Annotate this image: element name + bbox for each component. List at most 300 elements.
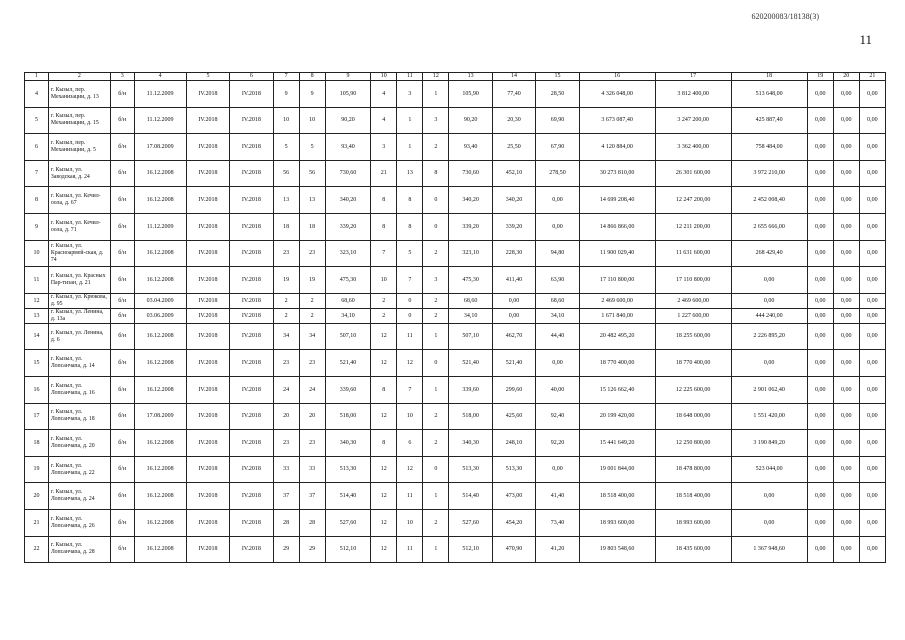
column-header: 19: [807, 73, 833, 81]
table-cell: 24: [273, 376, 299, 403]
table-cell: 17 110 800,00: [579, 267, 655, 294]
table-cell: 0: [423, 187, 449, 214]
address-cell: г. Кызыл, ул. Лопсанчапа, д. 24: [48, 483, 110, 510]
table-cell: 4: [371, 107, 397, 134]
table-cell: 12 247 200,00: [655, 187, 731, 214]
table-cell: 16.12.2008: [134, 430, 186, 457]
table-cell: 1 227 600,00: [655, 308, 731, 323]
table-cell: 8: [397, 187, 423, 214]
table-cell: 1: [423, 376, 449, 403]
table-cell: 0,00: [536, 350, 579, 377]
address-cell: г. Кызыл, ул. Ленина, д. 6: [48, 323, 110, 350]
table-cell: IV.2018: [230, 456, 273, 483]
table-cell: 1: [397, 107, 423, 134]
address-cell: г. Кызыл, ул. Лопсанчапа, д. 18: [48, 403, 110, 430]
table-cell: 5: [25, 107, 49, 134]
table-cell: 340,20: [325, 187, 371, 214]
table-cell: 299,60: [492, 376, 535, 403]
table-cell: б/н: [110, 403, 134, 430]
table-cell: 18: [273, 213, 299, 240]
table-cell: 9: [299, 81, 325, 108]
column-header: 3: [110, 73, 134, 81]
table-cell: 3 247 200,00: [655, 107, 731, 134]
address-cell: г. Кызыл, ул. Лопсанчапа, д. 28: [48, 536, 110, 563]
table-cell: 33: [273, 456, 299, 483]
table-cell: 228,30: [492, 240, 535, 267]
table-cell: б/н: [110, 509, 134, 536]
table-cell: 11 900 029,40: [579, 240, 655, 267]
table-cell: 16.12.2008: [134, 536, 186, 563]
table-cell: 2: [273, 308, 299, 323]
table-cell: 93,40: [449, 134, 492, 161]
table-cell: 28: [299, 509, 325, 536]
table-row: [25, 509, 886, 536]
table-cell: 23: [299, 430, 325, 457]
table-cell: 514,40: [449, 483, 492, 510]
table-body: [25, 81, 886, 563]
table-cell: 2: [423, 509, 449, 536]
table-cell: 0,00: [833, 456, 859, 483]
table-cell: 3: [423, 107, 449, 134]
table-cell: IV.2018: [186, 267, 229, 294]
table-cell: 0,00: [807, 213, 833, 240]
table-cell: б/н: [110, 308, 134, 323]
table-cell: 454,20: [492, 509, 535, 536]
table-cell: 19: [25, 456, 49, 483]
table-cell: 518,00: [325, 403, 371, 430]
table-cell: 03.06.2009: [134, 308, 186, 323]
table-cell: 425 887,40: [731, 107, 807, 134]
table-cell: 0,00: [807, 134, 833, 161]
table-cell: 2: [423, 308, 449, 323]
table-cell: 730,60: [325, 160, 371, 187]
data-table-container: [24, 72, 886, 563]
table-cell: 0,00: [859, 240, 885, 267]
table-cell: 16: [25, 376, 49, 403]
table-cell: 0,00: [859, 509, 885, 536]
table-cell: 7: [397, 376, 423, 403]
table-cell: 0,00: [833, 308, 859, 323]
table-cell: 14 699 208,40: [579, 187, 655, 214]
table-cell: IV.2018: [186, 350, 229, 377]
table-cell: 18 518 400,00: [579, 483, 655, 510]
table-cell: 444 240,00: [731, 308, 807, 323]
table-cell: 0,00: [807, 509, 833, 536]
table-cell: 18 478 800,00: [655, 456, 731, 483]
table-cell: 34: [273, 323, 299, 350]
table-cell: 513,30: [325, 456, 371, 483]
table-cell: 470,90: [492, 536, 535, 563]
table-cell: б/н: [110, 536, 134, 563]
table-cell: б/н: [110, 350, 134, 377]
table-cell: 518,00: [449, 403, 492, 430]
table-cell: IV.2018: [230, 267, 273, 294]
table-cell: 4 326 048,00: [579, 81, 655, 108]
table-cell: 0,00: [859, 134, 885, 161]
table-cell: б/н: [110, 293, 134, 308]
table-cell: 68,60: [325, 293, 371, 308]
table-cell: 0,00: [859, 293, 885, 308]
table-cell: 8: [25, 187, 49, 214]
table-cell: 18 993 600,00: [579, 509, 655, 536]
table-cell: 17: [25, 403, 49, 430]
table-cell: 2 655 666,00: [731, 213, 807, 240]
table-row: [25, 293, 886, 308]
table-cell: 3: [423, 267, 449, 294]
table-cell: 475,30: [325, 267, 371, 294]
table-cell: 12: [397, 350, 423, 377]
table-cell: 0,00: [833, 213, 859, 240]
column-header: 12: [423, 73, 449, 81]
table-cell: IV.2018: [186, 483, 229, 510]
table-cell: 2 901 062,40: [731, 376, 807, 403]
table-cell: 0,00: [833, 323, 859, 350]
table-cell: 12: [371, 323, 397, 350]
table-cell: 0,00: [807, 456, 833, 483]
table-cell: 34,10: [449, 308, 492, 323]
table-cell: 0,00: [859, 187, 885, 214]
table-cell: 69,90: [536, 107, 579, 134]
table-cell: 1 367 948,60: [731, 536, 807, 563]
table-cell: 73,40: [536, 509, 579, 536]
table-cell: 340,30: [325, 430, 371, 457]
table-cell: 25,50: [492, 134, 535, 161]
table-cell: 19: [273, 267, 299, 294]
table-cell: 67,90: [536, 134, 579, 161]
table-cell: 11: [25, 267, 49, 294]
table-cell: 22: [25, 536, 49, 563]
table-cell: 0,00: [807, 536, 833, 563]
table-cell: 12: [371, 509, 397, 536]
table-cell: 6: [25, 134, 49, 161]
table-cell: б/н: [110, 240, 134, 267]
table-cell: 11.12.2009: [134, 107, 186, 134]
table-cell: б/н: [110, 456, 134, 483]
table-cell: 473,00: [492, 483, 535, 510]
address-cell: г. Кызыл, ул. Красных Пар-тизан, д. 21: [48, 267, 110, 294]
address-cell: г. Кызыл, ул. Кечил-оола, д. 71: [48, 213, 110, 240]
table-cell: 10: [397, 509, 423, 536]
address-cell: г. Кызыл, ул. Лопсанчапа, д. 20: [48, 430, 110, 457]
table-cell: 1: [397, 134, 423, 161]
table-cell: 03.04.2009: [134, 293, 186, 308]
table-cell: 0: [423, 456, 449, 483]
table-cell: 0,00: [807, 376, 833, 403]
table-row: [25, 134, 886, 161]
table-cell: IV.2018: [230, 308, 273, 323]
table-cell: 12: [371, 483, 397, 510]
table-cell: 34,10: [325, 308, 371, 323]
table-cell: 514,40: [325, 483, 371, 510]
table-cell: 0,00: [833, 403, 859, 430]
table-cell: 1 551 420,00: [731, 403, 807, 430]
data-table: [24, 72, 886, 563]
table-cell: 0,00: [833, 376, 859, 403]
column-header: 13: [449, 73, 492, 81]
table-row: [25, 483, 886, 510]
table-cell: 730,60: [449, 160, 492, 187]
table-cell: 0,00: [833, 430, 859, 457]
table-cell: 0,00: [807, 308, 833, 323]
table-cell: 23: [273, 240, 299, 267]
table-cell: 12 225 600,00: [655, 376, 731, 403]
table-cell: 12 211 200,00: [655, 213, 731, 240]
column-header: 16: [579, 73, 655, 81]
table-cell: 4: [25, 81, 49, 108]
table-cell: 0,00: [807, 107, 833, 134]
column-header: 18: [731, 73, 807, 81]
table-cell: 0,00: [859, 81, 885, 108]
table-cell: 0,00: [833, 536, 859, 563]
table-cell: 340,20: [492, 187, 535, 214]
address-cell: г. Кызыл, ул. Ленина, д. 13а: [48, 308, 110, 323]
table-cell: 513 648,00: [731, 81, 807, 108]
table-cell: 0,00: [536, 213, 579, 240]
table-row: [25, 536, 886, 563]
table-cell: 41,20: [536, 536, 579, 563]
address-cell: г. Кызыл, ул. Кечил-оола, д. 67: [48, 187, 110, 214]
table-cell: 20 482 495,20: [579, 323, 655, 350]
table-cell: 339,60: [325, 376, 371, 403]
table-cell: 507,10: [325, 323, 371, 350]
table-cell: IV.2018: [230, 134, 273, 161]
table-cell: 20: [299, 403, 325, 430]
table-cell: 12 250 800,00: [655, 430, 731, 457]
table-cell: 2: [273, 293, 299, 308]
table-cell: 18 648 000,00: [655, 403, 731, 430]
table-cell: 6: [397, 430, 423, 457]
column-header: 21: [859, 73, 885, 81]
table-cell: 37: [299, 483, 325, 510]
table-row: [25, 187, 886, 214]
table-cell: 0,00: [731, 293, 807, 308]
table-cell: IV.2018: [186, 509, 229, 536]
table-cell: IV.2018: [230, 376, 273, 403]
table-cell: 0,00: [859, 483, 885, 510]
table-cell: 8: [371, 187, 397, 214]
column-header: 1: [25, 73, 49, 81]
table-cell: 0,00: [807, 160, 833, 187]
table-cell: 475,30: [449, 267, 492, 294]
table-cell: IV.2018: [230, 293, 273, 308]
table-cell: 3: [371, 134, 397, 161]
table-cell: 278,50: [536, 160, 579, 187]
table-cell: 9: [25, 213, 49, 240]
column-header: 10: [371, 73, 397, 81]
table-cell: 16.12.2008: [134, 509, 186, 536]
table-cell: 18 770 400,00: [655, 350, 731, 377]
column-header: 2: [48, 73, 110, 81]
table-cell: 0,00: [833, 350, 859, 377]
table-cell: 19: [299, 267, 325, 294]
table-row: [25, 376, 886, 403]
table-cell: 2: [423, 134, 449, 161]
address-cell: г. Кызыл, пер. Механизации, д. 13: [48, 81, 110, 108]
table-cell: 527,60: [325, 509, 371, 536]
table-cell: 10: [299, 107, 325, 134]
table-cell: 3: [397, 81, 423, 108]
table-cell: IV.2018: [186, 376, 229, 403]
table-cell: 1: [423, 483, 449, 510]
table-cell: 90,20: [325, 107, 371, 134]
table-cell: 15: [25, 350, 49, 377]
table-cell: 18 770 400,00: [579, 350, 655, 377]
table-cell: IV.2018: [186, 81, 229, 108]
table-cell: 8: [397, 213, 423, 240]
table-cell: 5: [273, 134, 299, 161]
table-cell: 44,40: [536, 323, 579, 350]
column-header: 11: [397, 73, 423, 81]
table-cell: 340,20: [449, 187, 492, 214]
table-cell: 28,50: [536, 81, 579, 108]
table-cell: 93,40: [325, 134, 371, 161]
column-header: 7: [273, 73, 299, 81]
table-cell: 18: [299, 213, 325, 240]
column-header: 5: [186, 73, 229, 81]
table-row: [25, 160, 886, 187]
table-cell: 19 803 548,60: [579, 536, 655, 563]
table-cell: 0,00: [807, 267, 833, 294]
document-code: 620200083/18138(3): [751, 12, 819, 21]
table-cell: 10: [397, 403, 423, 430]
table-cell: 90,20: [449, 107, 492, 134]
address-cell: г. Кызыл, ул. Лопсанчапа, д. 14: [48, 350, 110, 377]
table-cell: 34: [299, 323, 325, 350]
table-cell: IV.2018: [230, 350, 273, 377]
table-cell: 11.12.2009: [134, 213, 186, 240]
table-cell: 2: [423, 293, 449, 308]
table-cell: 2: [423, 430, 449, 457]
table-cell: IV.2018: [186, 430, 229, 457]
address-cell: г. Кызыл, пер. Механизации, д. 5: [48, 134, 110, 161]
table-row: [25, 430, 886, 457]
table-cell: IV.2018: [230, 536, 273, 563]
table-cell: 0,00: [807, 350, 833, 377]
table-cell: IV.2018: [230, 107, 273, 134]
table-cell: 28: [273, 509, 299, 536]
table-cell: 0,00: [492, 308, 535, 323]
table-cell: 7: [371, 240, 397, 267]
table-cell: 0,00: [536, 456, 579, 483]
table-cell: 8: [423, 160, 449, 187]
table-cell: IV.2018: [186, 456, 229, 483]
table-cell: 0,00: [731, 350, 807, 377]
table-row: [25, 323, 886, 350]
table-cell: 11.12.2009: [134, 81, 186, 108]
table-cell: 0,00: [807, 403, 833, 430]
table-cell: 105,90: [449, 81, 492, 108]
table-cell: 3 972 210,00: [731, 160, 807, 187]
table-cell: 0,00: [859, 376, 885, 403]
table-cell: 0,00: [859, 107, 885, 134]
table-row: [25, 213, 886, 240]
table-cell: 323,10: [449, 240, 492, 267]
table-cell: 29: [299, 536, 325, 563]
table-cell: 18 255 600,00: [655, 323, 731, 350]
table-cell: 21: [371, 160, 397, 187]
table-cell: 3 673 087,40: [579, 107, 655, 134]
table-cell: 92,40: [536, 403, 579, 430]
table-cell: 9: [273, 81, 299, 108]
table-cell: 17.08.2009: [134, 403, 186, 430]
table-cell: 16.12.2008: [134, 323, 186, 350]
table-cell: 11: [397, 483, 423, 510]
table-cell: 0,00: [833, 160, 859, 187]
table-cell: IV.2018: [230, 323, 273, 350]
column-header: 6: [230, 73, 273, 81]
table-cell: 13: [299, 187, 325, 214]
table-cell: 513,30: [449, 456, 492, 483]
table-cell: 0,00: [807, 430, 833, 457]
table-cell: IV.2018: [230, 240, 273, 267]
table-cell: 19 001 844,00: [579, 456, 655, 483]
table-cell: 7: [397, 267, 423, 294]
table-cell: 20 199 420,00: [579, 403, 655, 430]
column-header: 20: [833, 73, 859, 81]
table-cell: 339,60: [449, 376, 492, 403]
table-cell: IV.2018: [230, 403, 273, 430]
table-row: [25, 267, 886, 294]
table-cell: 12: [371, 350, 397, 377]
table-cell: 523 044,00: [731, 456, 807, 483]
table-cell: 452,10: [492, 160, 535, 187]
table-cell: 68,60: [449, 293, 492, 308]
table-cell: 0,00: [859, 536, 885, 563]
table-cell: 527,60: [449, 509, 492, 536]
table-cell: 0,00: [731, 509, 807, 536]
table-cell: 0,00: [833, 81, 859, 108]
table-cell: 12: [371, 536, 397, 563]
table-cell: 0,00: [859, 323, 885, 350]
table-row: [25, 107, 886, 134]
table-row: [25, 456, 886, 483]
column-header: 17: [655, 73, 731, 81]
table-cell: 507,10: [449, 323, 492, 350]
table-cell: 0,00: [807, 323, 833, 350]
table-cell: 5: [397, 240, 423, 267]
table-cell: 4: [371, 81, 397, 108]
table-cell: 16.12.2008: [134, 267, 186, 294]
table-cell: 92,20: [536, 430, 579, 457]
table-cell: 10: [273, 107, 299, 134]
table-cell: 37: [273, 483, 299, 510]
table-cell: 23: [299, 350, 325, 377]
column-header: 14: [492, 73, 535, 81]
table-cell: 14 866 866,00: [579, 213, 655, 240]
column-header: 15: [536, 73, 579, 81]
table-cell: 3 190 849,20: [731, 430, 807, 457]
table-cell: 0,00: [859, 350, 885, 377]
table-cell: 16.12.2008: [134, 483, 186, 510]
table-cell: 41,40: [536, 483, 579, 510]
table-cell: 0: [423, 213, 449, 240]
table-cell: 12: [371, 456, 397, 483]
table-cell: 0,00: [859, 160, 885, 187]
table-cell: 56: [299, 160, 325, 187]
table-cell: 339,20: [492, 213, 535, 240]
address-cell: г. Кызыл, пер. Механизации, д. 15: [48, 107, 110, 134]
table-cell: 521,40: [325, 350, 371, 377]
table-cell: 18 518 400,00: [655, 483, 731, 510]
table-cell: 268 429,40: [731, 240, 807, 267]
table-cell: 0,00: [859, 403, 885, 430]
table-cell: б/н: [110, 160, 134, 187]
table-cell: 0,00: [731, 483, 807, 510]
table-cell: 339,20: [325, 213, 371, 240]
table-cell: 0,00: [859, 308, 885, 323]
table-cell: 2: [423, 240, 449, 267]
table-cell: 40,00: [536, 376, 579, 403]
